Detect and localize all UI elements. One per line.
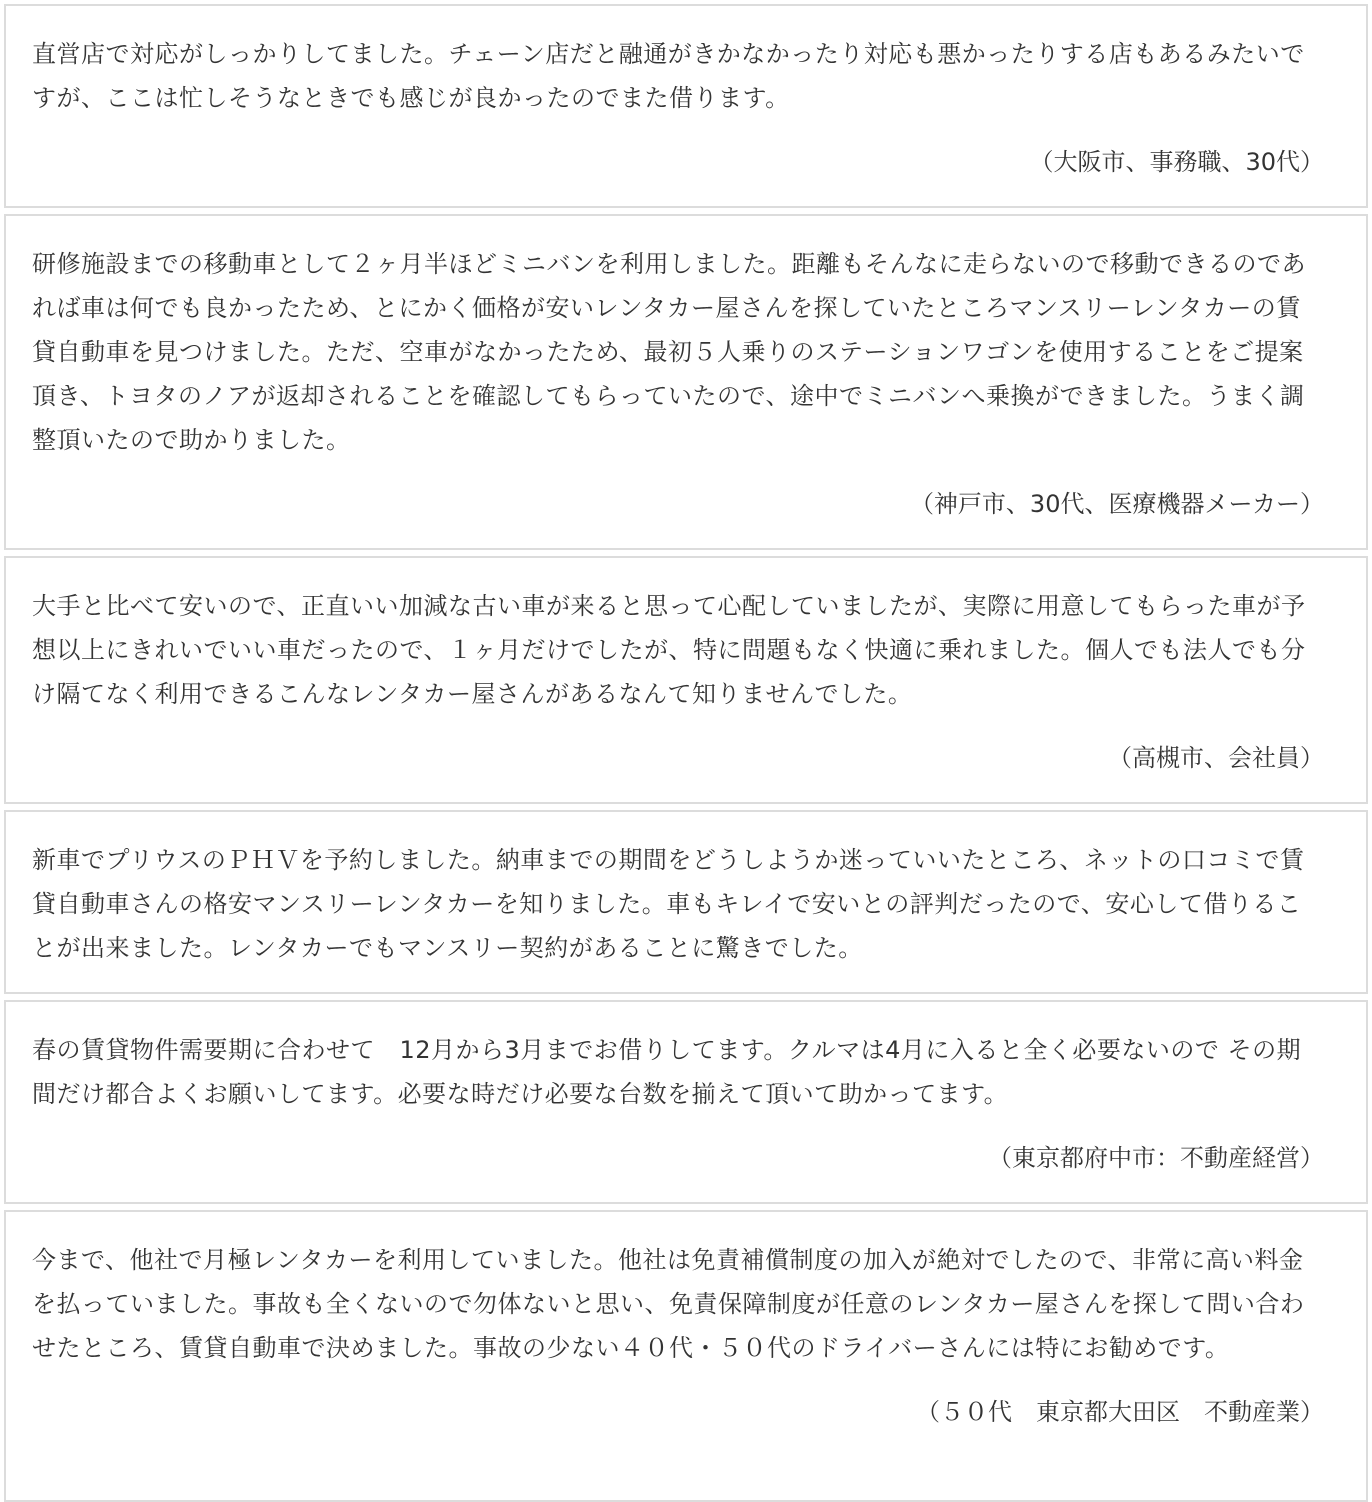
review-text: 新車でプリウスのＰＨＶを予約しました。納車までの期間をどうしようか迷っていいたところ、ネットの口コミで賃貸自動車さんの格安マンスリーレンタカーを知りました。車もキレイで安いとの評判だったので、安心して借りることが出来ました。レンタカーでもマンスリー契約があることに驚きでした。 [32, 846, 1305, 962]
review-card [4, 4, 1368, 208]
review-card [4, 810, 1368, 994]
review-author: （東京都府中市：不動産経営） [988, 1144, 1324, 1172]
review-text: 直営店で対応がしっかりしてました。チェーン店だと融通がきかなかったり対応も悪かったりする店もあるみたいですが、ここは忙しそうなときでも感じが良かったのでまた借ります。 [32, 40, 1305, 112]
review-text: 春の賃貸物件需要期に合わせて 12月から3月までお借りしてます。クルマは4月に入ると全く必要ないので その期間だけ都合よくお願いしてます。必要な時だけ必要な台数を揃えて頂いて助かってます。 [32, 1036, 1302, 1108]
review-card [4, 1210, 1368, 1502]
review-author: （５０代 東京都大田区 不動産業） [916, 1398, 1324, 1426]
review-card [4, 1000, 1368, 1204]
review-text: 今まで、他社で月極レンタカーを利用していました。他社は免責補償制度の加入が絶対でしたので、非常に高い料金を払っていました。事故も全くないので勿体ないと思い、免責保障制度が任意のレンタカー屋さんを探して問い合わせたところ、賃貸自動車で決めました。事故の少ない４０代・５０代のドライバーさんには特にお勧めです。 [32, 1246, 1305, 1362]
review-card [4, 556, 1368, 804]
review-card [4, 214, 1368, 550]
review-author: （高槻市、会社員） [1108, 744, 1324, 772]
review-author: （神戸市、30代、医療機器メーカー） [909, 490, 1324, 518]
review-text: 研修施設までの移動車として２ヶ月半ほどミニバンを利用しました。距離もそんなに走らないので移動できるのであれば車は何でも良かったため、とにかく価格が安いレンタカー屋さんを探していたところマンスリーレンタカーの賃貸自動車を見つけました。ただ、空車がなかったため、最初５人乗りのステーションワゴンを使用することをご提案頂き、トヨタのノアが返却されることを確認してもらっていたので、途中でミニバンへ乗換ができました。うまく調整頂いたので助かりました。 [32, 250, 1306, 454]
review-author: （大阪市、事務職、30代） [1029, 148, 1324, 176]
review-text: 大手と比べて安いので、正直いい加減な古い車が来ると思って心配していましたが、実際に用意してもらった車が予想以上にきれいでいい車だったので、１ヶ月だけでしたが、特に問題もなく快適に乗れました。個人でも法人でも分け隔てなく利用できるこんなレンタカー屋さんがあるなんて知りませんでした。 [32, 592, 1306, 708]
